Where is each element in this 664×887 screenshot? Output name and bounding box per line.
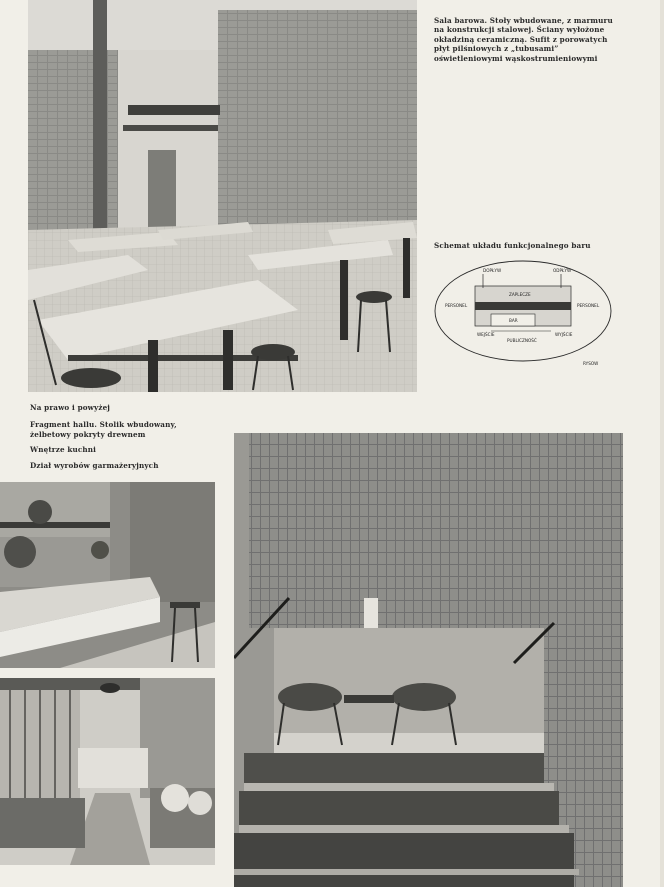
caption-group-left [30, 403, 220, 476]
diagram-counter [475, 302, 571, 310]
page-edge [660, 0, 664, 887]
photo-kitchen [0, 678, 215, 865]
caption-kitchen: Wnętrze kuchni [30, 445, 96, 455]
diagram-label-entry: WEJŚCIE [477, 332, 495, 337]
diagram-label-exit: WYJŚCIE [555, 332, 573, 337]
diagram-label-center-top: ZAPLECZE [509, 292, 531, 297]
diagram-label-right: PERSONEL [577, 303, 600, 308]
diagram-credit: RYSOW [583, 361, 599, 366]
diagram-label-top-right: ODPŁYW [553, 268, 572, 273]
functional-diagram [431, 256, 615, 368]
diagram-label-left: PERSONEL [445, 303, 468, 308]
caption-bar-hall [434, 16, 620, 69]
diagram-label-bottom: PUBLICZNOŚĆ [507, 338, 537, 343]
caption-schema-title-text: Schemat układu funkcjonalnego baru [434, 241, 591, 250]
caption-schema-title [434, 241, 620, 256]
diagram-label-top-left: DOPŁYW [483, 268, 502, 273]
caption-hall-fragment: Fragment hallu. Stolik wbudowany, żelbetowy pokryty drewnem [30, 420, 177, 439]
caption-deli: Dział wyrobów garmażeryjnych [30, 460, 159, 470]
photo-hall-stairs [234, 433, 623, 887]
caption-right-and-above: Na prawo i powyżej [30, 403, 111, 412]
photo-bar-hall [28, 0, 417, 392]
caption-bar-hall-text: Sala barowa. Stoły wbudowane, z marmuru na konstrukcji stalowej. Ściany wyłożone okładziną ceramiczną. Sufit z porowatych płyt pilśniowych z „tubusami” oświetleniowymi wąskostrumieniowymi [434, 16, 613, 63]
photo-deli-counter [0, 482, 215, 668]
diagram-label-bar: BAR [509, 318, 518, 323]
